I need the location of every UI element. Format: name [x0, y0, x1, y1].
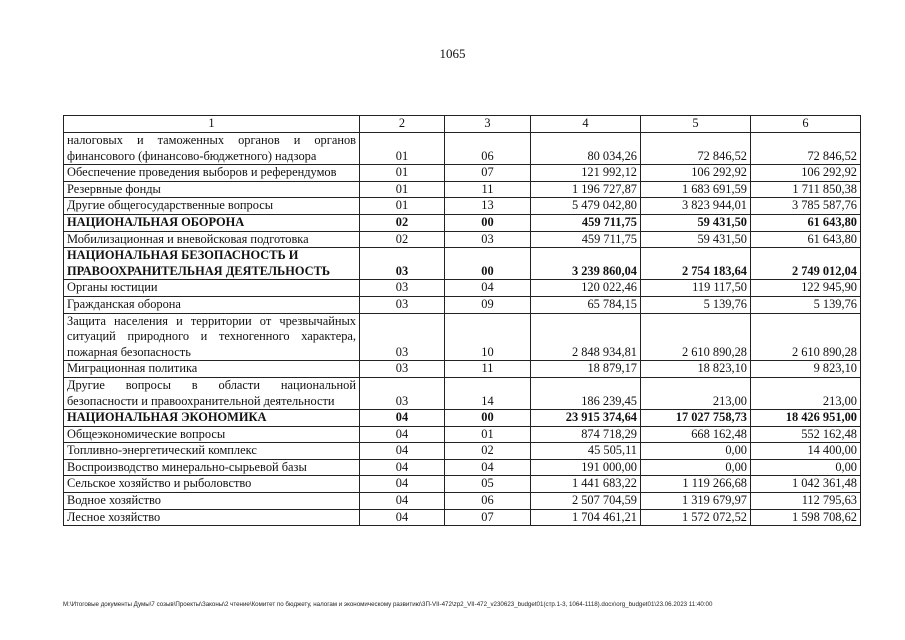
subsection-code-cell: 10 [445, 313, 531, 361]
amount-col5-cell: 1 319 679,97 [641, 493, 751, 510]
section-code-cell: 01 [360, 133, 445, 165]
amount-col6-cell: 0,00 [751, 459, 861, 476]
amount-col5-cell: 2 610 890,28 [641, 313, 751, 361]
subsection-code-cell: 03 [445, 231, 531, 248]
amount-col5-cell: 3 823 944,01 [641, 198, 751, 215]
budget-table-body [64, 116, 861, 526]
amount-col4-cell: 459 711,75 [531, 231, 641, 248]
amount-col5-cell: 1 683 691,59 [641, 181, 751, 198]
table-row [64, 313, 861, 361]
row-name-cell: Миграционная политика [64, 361, 360, 378]
amount-col6-cell: 9 823,10 [751, 361, 861, 378]
section-code-cell: 01 [360, 198, 445, 215]
section-code-cell: 03 [360, 280, 445, 297]
row-name-cell: Другие вопросы в области национальной безопасности и правоохранительной деятельности [64, 377, 360, 409]
row-name-cell: Сельское хозяйство и рыболовство [64, 476, 360, 493]
amount-col5-cell: 1 572 072,52 [641, 509, 751, 526]
row-name-cell: НАЦИОНАЛЬНАЯ ЭКОНОМИКА [64, 410, 360, 427]
amount-col4-cell: 3 239 860,04 [531, 248, 641, 280]
header-row [64, 116, 861, 133]
amount-col6-cell: 2 610 890,28 [751, 313, 861, 361]
table-row [64, 377, 861, 409]
section-code-cell: 04 [360, 443, 445, 460]
amount-col6-cell: 61 643,80 [751, 214, 861, 231]
section-row [64, 248, 861, 280]
header-cell-2: 2 [360, 116, 445, 133]
subsection-code-cell: 00 [445, 248, 531, 280]
budget-table [63, 115, 861, 526]
subsection-code-cell: 11 [445, 181, 531, 198]
amount-col6-cell: 14 400,00 [751, 443, 861, 460]
amount-col5-cell: 106 292,92 [641, 165, 751, 182]
amount-col4-cell: 186 239,45 [531, 377, 641, 409]
table-row [64, 361, 861, 378]
amount-col4-cell: 874 718,29 [531, 426, 641, 443]
section-code-cell: 03 [360, 361, 445, 378]
row-name-cell: НАЦИОНАЛЬНАЯ БЕЗОПАСНОСТЬ И ПРАВООХРАНИТЕЛЬНАЯ ДЕЯТЕЛЬНОСТЬ [64, 248, 360, 280]
subsection-code-cell: 02 [445, 443, 531, 460]
section-code-cell: 02 [360, 231, 445, 248]
section-code-cell: 03 [360, 296, 445, 313]
amount-col6-cell: 61 643,80 [751, 231, 861, 248]
subsection-code-cell: 05 [445, 476, 531, 493]
table-row [64, 476, 861, 493]
subsection-code-cell: 07 [445, 509, 531, 526]
amount-col6-cell: 5 139,76 [751, 296, 861, 313]
subsection-code-cell: 04 [445, 459, 531, 476]
amount-col6-cell: 213,00 [751, 377, 861, 409]
amount-col4-cell: 23 915 374,64 [531, 410, 641, 427]
amount-col4-cell: 1 441 683,22 [531, 476, 641, 493]
section-row [64, 214, 861, 231]
amount-col4-cell: 120 022,46 [531, 280, 641, 297]
amount-col5-cell: 1 119 266,68 [641, 476, 751, 493]
amount-col6-cell: 1 042 361,48 [751, 476, 861, 493]
subsection-code-cell: 11 [445, 361, 531, 378]
subsection-code-cell: 07 [445, 165, 531, 182]
amount-col5-cell: 119 117,50 [641, 280, 751, 297]
section-code-cell: 02 [360, 214, 445, 231]
section-code-cell: 03 [360, 248, 445, 280]
subsection-code-cell: 00 [445, 214, 531, 231]
amount-col4-cell: 1 704 461,21 [531, 509, 641, 526]
amount-col6-cell: 122 945,90 [751, 280, 861, 297]
amount-col5-cell: 59 431,50 [641, 231, 751, 248]
row-name-cell: Мобилизационная и вневойсковая подготовка [64, 231, 360, 248]
amount-col5-cell: 72 846,52 [641, 133, 751, 165]
section-code-cell: 04 [360, 509, 445, 526]
amount-col5-cell: 0,00 [641, 459, 751, 476]
table-row [64, 280, 861, 297]
amount-col4-cell: 2 848 934,81 [531, 313, 641, 361]
section-code-cell: 04 [360, 493, 445, 510]
subsection-code-cell: 09 [445, 296, 531, 313]
amount-col5-cell: 18 823,10 [641, 361, 751, 378]
amount-col4-cell: 18 879,17 [531, 361, 641, 378]
amount-col6-cell: 18 426 951,00 [751, 410, 861, 427]
row-name-cell: Водное хозяйство [64, 493, 360, 510]
amount-col4-cell: 5 479 042,80 [531, 198, 641, 215]
header-cell-5: 5 [641, 116, 751, 133]
row-name-cell: НАЦИОНАЛЬНАЯ ОБОРОНА [64, 214, 360, 231]
row-name-cell: Общеэкономические вопросы [64, 426, 360, 443]
amount-col4-cell: 459 711,75 [531, 214, 641, 231]
row-name-cell: Гражданская оборона [64, 296, 360, 313]
amount-col4-cell: 191 000,00 [531, 459, 641, 476]
amount-col6-cell: 552 162,48 [751, 426, 861, 443]
table-row [64, 181, 861, 198]
row-name-cell: Лесное хозяйство [64, 509, 360, 526]
subsection-code-cell: 14 [445, 377, 531, 409]
amount-col5-cell: 0,00 [641, 443, 751, 460]
amount-col5-cell: 17 027 758,73 [641, 410, 751, 427]
subsection-code-cell: 13 [445, 198, 531, 215]
amount-col5-cell: 5 139,76 [641, 296, 751, 313]
amount-col4-cell: 80 034,26 [531, 133, 641, 165]
row-name-cell: Воспроизводство минерально-сырьевой базы [64, 459, 360, 476]
row-name-cell: Органы юстиции [64, 280, 360, 297]
subsection-code-cell: 04 [445, 280, 531, 297]
amount-col6-cell: 3 785 587,76 [751, 198, 861, 215]
row-name-cell: Защита населения и территории от чрезвычайных ситуаций природного и техногенного характера, пожарная безопасность [64, 313, 360, 361]
header-cell-3: 3 [445, 116, 531, 133]
amount-col6-cell: 1 711 850,38 [751, 181, 861, 198]
amount-col5-cell: 213,00 [641, 377, 751, 409]
file-path-footer: М:\Итоговые документы Думы\7 созыв\Проекты\Законы\2 чтение\Комитет по бюджету, налогам и экономическому развитию\3П-VII-472\zp2_VII-472_v230623_budget01(стр.1-3, 1064-1118).docx\org_budget01\23.06.2023 11:40:00 [63, 601, 713, 608]
table-row [64, 296, 861, 313]
row-name-cell: налоговых и таможенных органов и органов финансового (финансово-бюджетного) надзора [64, 133, 360, 165]
row-name-cell: Топливно-энергетический комплекс [64, 443, 360, 460]
table-row [64, 165, 861, 182]
amount-col5-cell: 59 431,50 [641, 214, 751, 231]
subsection-code-cell: 00 [445, 410, 531, 427]
section-code-cell: 04 [360, 459, 445, 476]
amount-col5-cell: 2 754 183,64 [641, 248, 751, 280]
table-row [64, 459, 861, 476]
amount-col6-cell: 112 795,63 [751, 493, 861, 510]
section-code-cell: 01 [360, 165, 445, 182]
table-row [64, 198, 861, 215]
page-number: 1065 [439, 46, 466, 61]
row-name-cell: Другие общегосударственные вопросы [64, 198, 360, 215]
amount-col4-cell: 1 196 727,87 [531, 181, 641, 198]
header-cell-4: 4 [531, 116, 641, 133]
amount-col4-cell: 121 992,12 [531, 165, 641, 182]
amount-col4-cell: 45 505,11 [531, 443, 641, 460]
subsection-code-cell: 06 [445, 133, 531, 165]
section-code-cell: 03 [360, 377, 445, 409]
table-row [64, 133, 861, 165]
section-code-cell: 03 [360, 313, 445, 361]
amount-col6-cell: 72 846,52 [751, 133, 861, 165]
amount-col6-cell: 1 598 708,62 [751, 509, 861, 526]
amount-col6-cell: 2 749 012,04 [751, 248, 861, 280]
header-cell-1: 1 [64, 116, 360, 133]
table-row [64, 443, 861, 460]
table-row [64, 231, 861, 248]
table-row [64, 509, 861, 526]
subsection-code-cell: 01 [445, 426, 531, 443]
row-name-cell: Обеспечение проведения выборов и референдумов [64, 165, 360, 182]
section-row [64, 410, 861, 427]
subsection-code-cell: 06 [445, 493, 531, 510]
section-code-cell: 04 [360, 476, 445, 493]
section-code-cell: 04 [360, 426, 445, 443]
header-cell-6: 6 [751, 116, 861, 133]
amount-col5-cell: 668 162,48 [641, 426, 751, 443]
amount-col6-cell: 106 292,92 [751, 165, 861, 182]
table-row [64, 493, 861, 510]
section-code-cell: 01 [360, 181, 445, 198]
amount-col4-cell: 65 784,15 [531, 296, 641, 313]
amount-col4-cell: 2 507 704,59 [531, 493, 641, 510]
table-row [64, 426, 861, 443]
row-name-cell: Резервные фонды [64, 181, 360, 198]
section-code-cell: 04 [360, 410, 445, 427]
